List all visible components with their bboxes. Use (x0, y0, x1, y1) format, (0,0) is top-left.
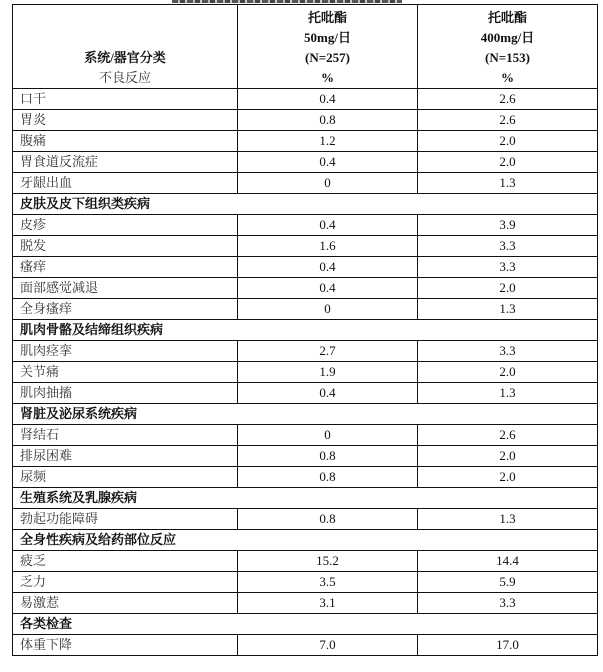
category-label: 各类检查 (13, 614, 598, 635)
value-400mg: 2.6 (418, 110, 598, 131)
table-row (13, 236, 598, 257)
table-row (13, 551, 598, 572)
value-50mg: 0.4 (238, 383, 418, 404)
value-50mg: 0 (238, 299, 418, 320)
value-400mg: 5.9 (418, 572, 598, 593)
header-col3-unit: % (501, 70, 514, 85)
value-400mg: 2.0 (418, 362, 598, 383)
value-400mg: 17.0 (418, 635, 598, 656)
category-row (13, 614, 598, 635)
value-50mg: 7.0 (238, 635, 418, 656)
value-50mg: 1.6 (238, 236, 418, 257)
value-400mg: 1.3 (418, 299, 598, 320)
table-row (13, 110, 598, 131)
table-row (13, 467, 598, 488)
header-50mg (238, 5, 418, 89)
category-row (13, 404, 598, 425)
value-400mg: 3.3 (418, 236, 598, 257)
value-400mg: 3.9 (418, 215, 598, 236)
value-50mg: 0 (238, 425, 418, 446)
table-row (13, 131, 598, 152)
adverse-reaction-name: 腹痛 (13, 131, 238, 152)
category-label: 全身性疾病及给药部位反应 (13, 530, 598, 551)
table-row (13, 278, 598, 299)
value-50mg: 1.2 (238, 131, 418, 152)
value-50mg: 0.8 (238, 446, 418, 467)
value-50mg: 0.4 (238, 278, 418, 299)
value-50mg: 15.2 (238, 551, 418, 572)
category-label: 肾脏及泌尿系统疾病 (13, 404, 598, 425)
adverse-reactions-table (12, 4, 598, 656)
value-400mg: 3.3 (418, 257, 598, 278)
header-col3-n: (N=153) (485, 50, 530, 65)
table-header-row (13, 5, 598, 89)
table-body (13, 89, 598, 656)
value-50mg: 0.8 (238, 467, 418, 488)
value-400mg: 3.3 (418, 341, 598, 362)
category-row (13, 530, 598, 551)
header-system-organ-class (13, 5, 238, 89)
header-col1-title: 系统/器官分类 (84, 50, 166, 65)
header-col3-drug: 托吡酯 (487, 10, 527, 25)
value-400mg: 2.0 (418, 467, 598, 488)
table-row (13, 362, 598, 383)
adverse-reaction-name: 排尿困难 (13, 446, 238, 467)
value-50mg: 0.8 (238, 509, 418, 530)
adverse-reaction-name: 脱发 (13, 236, 238, 257)
category-label: 肌肉骨骼及结缔组织疾病 (13, 320, 598, 341)
header-col2-dose: 50mg/日 (304, 30, 351, 45)
value-400mg: 2.6 (418, 89, 598, 110)
table-row (13, 425, 598, 446)
value-50mg: 0.4 (238, 257, 418, 278)
value-400mg: 2.6 (418, 425, 598, 446)
adverse-reaction-name: 胃炎 (13, 110, 238, 131)
value-50mg: 0.4 (238, 152, 418, 173)
table-row (13, 593, 598, 614)
table-row (13, 89, 598, 110)
header-col2-unit: % (321, 70, 334, 85)
category-row (13, 488, 598, 509)
value-400mg: 2.0 (418, 131, 598, 152)
adverse-reaction-name: 牙龈出血 (13, 173, 238, 194)
table-row (13, 173, 598, 194)
adverse-reaction-name: 肌肉抽搐 (13, 383, 238, 404)
header-col2-n: (N=257) (305, 50, 350, 65)
value-400mg: 14.4 (418, 551, 598, 572)
value-400mg: 1.3 (418, 509, 598, 530)
table-row (13, 383, 598, 404)
adverse-reaction-name: 口干 (13, 89, 238, 110)
table-row (13, 257, 598, 278)
adverse-reaction-name: 肾结石 (13, 425, 238, 446)
adverse-reaction-name: 乏力 (13, 572, 238, 593)
value-400mg: 2.0 (418, 152, 598, 173)
value-400mg: 2.0 (418, 278, 598, 299)
header-col3-dose: 400mg/日 (480, 30, 535, 45)
table-row (13, 509, 598, 530)
value-50mg: 0.4 (238, 215, 418, 236)
category-label: 皮肤及皮下组织类疾病 (13, 194, 598, 215)
value-400mg: 3.3 (418, 593, 598, 614)
adverse-reaction-name: 勃起功能障碍 (13, 509, 238, 530)
table-row (13, 215, 598, 236)
adverse-reaction-name: 尿频 (13, 467, 238, 488)
table-row (13, 635, 598, 656)
adverse-reaction-name: 面部感觉减退 (13, 278, 238, 299)
header-400mg (418, 5, 598, 89)
adverse-reaction-name: 关节痛 (13, 362, 238, 383)
header-col2-drug: 托吡酯 (307, 10, 347, 25)
value-50mg: 0.8 (238, 110, 418, 131)
value-400mg: 2.0 (418, 446, 598, 467)
table-row (13, 572, 598, 593)
value-50mg: 0.4 (238, 89, 418, 110)
value-50mg: 3.1 (238, 593, 418, 614)
adverse-reaction-name: 体重下降 (13, 635, 238, 656)
category-row (13, 194, 598, 215)
table-row (13, 299, 598, 320)
adverse-reaction-name: 易激惹 (13, 593, 238, 614)
value-400mg: 1.3 (418, 383, 598, 404)
adverse-reaction-name: 瘙痒 (13, 257, 238, 278)
value-50mg: 3.5 (238, 572, 418, 593)
table-row (13, 446, 598, 467)
adverse-reaction-name: 皮疹 (13, 215, 238, 236)
table-row (13, 152, 598, 173)
adverse-reaction-name: 胃食道反流症 (13, 152, 238, 173)
adverse-reaction-name: 全身瘙痒 (13, 299, 238, 320)
adverse-reaction-name: 肌肉痉挛 (13, 341, 238, 362)
adverse-reaction-name: 疲乏 (13, 551, 238, 572)
category-row (13, 320, 598, 341)
header-col1-subtitle: 不良反应 (98, 70, 151, 85)
table-row (13, 341, 598, 362)
value-50mg: 1.9 (238, 362, 418, 383)
value-50mg: 0 (238, 173, 418, 194)
value-400mg: 1.3 (418, 173, 598, 194)
value-50mg: 2.7 (238, 341, 418, 362)
category-label: 生殖系统及乳腺疾病 (13, 488, 598, 509)
